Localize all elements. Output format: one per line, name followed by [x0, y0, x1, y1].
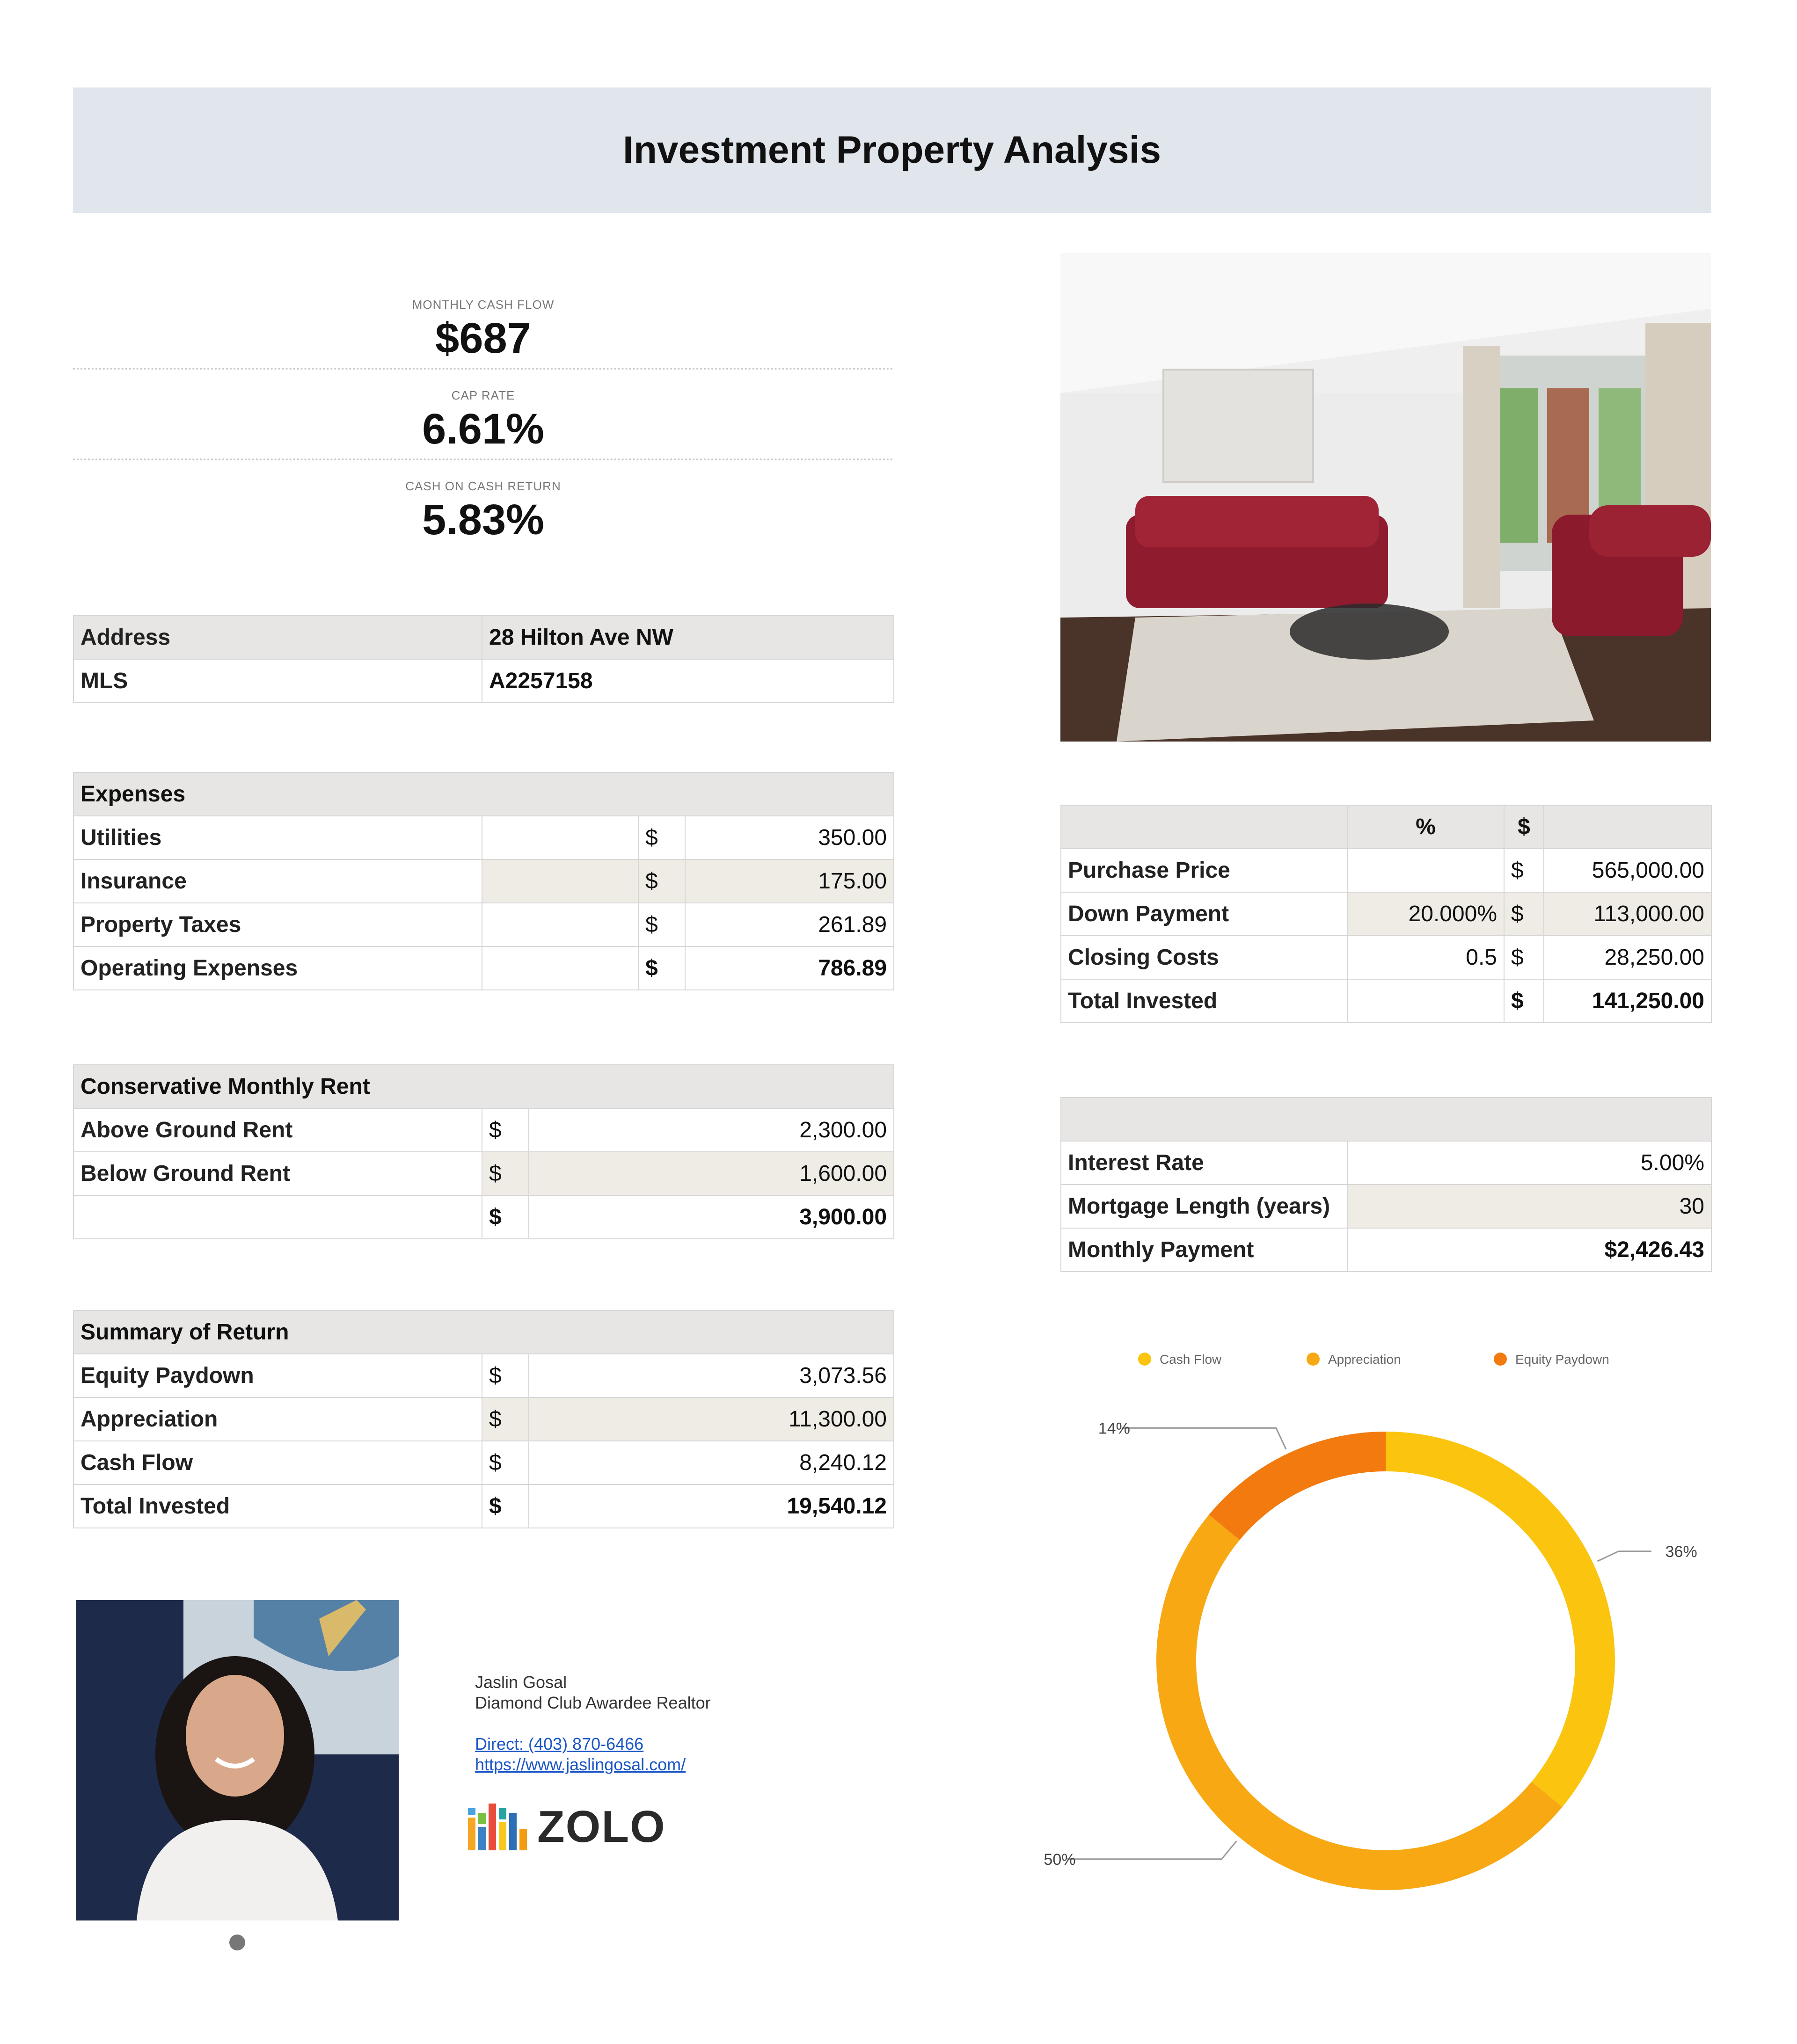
row-label: Below Ground Rent: [73, 1152, 482, 1195]
row-label: Equity Paydown: [73, 1354, 482, 1397]
currency-symbol: $: [638, 859, 685, 903]
table-row: [1061, 1141, 1711, 1185]
table-total-row: [73, 1195, 894, 1239]
row-label: Interest Rate: [1061, 1141, 1347, 1185]
donut-slice: [1156, 1515, 1563, 1890]
donut-chart-svg: [1044, 1333, 1711, 1895]
row-label: [73, 1195, 482, 1239]
kpi-value: $687: [435, 314, 531, 362]
agent-info: [475, 1672, 711, 1775]
slice-label: 36%: [1665, 1542, 1697, 1561]
table-row: [73, 816, 894, 859]
row-label: Total Invested: [1061, 979, 1347, 1023]
row-label: Mortgage Length (years): [1061, 1185, 1347, 1228]
row-label: Appreciation: [73, 1397, 482, 1441]
summary-title: Summary of Return: [73, 1310, 894, 1354]
legend-marker: [1494, 1353, 1507, 1366]
legend-marker: [1138, 1353, 1151, 1366]
row-value: 19,540.12: [529, 1484, 894, 1528]
currency-symbol: $: [1504, 849, 1544, 892]
expenses-table: [73, 772, 894, 990]
table-row: [73, 1152, 894, 1195]
purchase-table: [1060, 805, 1712, 1023]
row-percent: [1347, 979, 1504, 1023]
currency-symbol: $: [1504, 892, 1544, 936]
row-value: 28,250.00: [1544, 936, 1711, 979]
table-row: [73, 1354, 894, 1397]
row-percent: [1347, 849, 1504, 892]
agent-phone-link[interactable]: Direct: (403) 870-6466: [475, 1734, 644, 1753]
address-label: Address: [73, 616, 482, 659]
row-label: Cash Flow: [73, 1441, 482, 1484]
zolo-bars-icon: [468, 1804, 529, 1850]
kpi-value: 6.61%: [422, 405, 544, 453]
empty-cell: [482, 946, 638, 990]
kpi-divider: [73, 458, 893, 460]
kpi-divider: [73, 368, 893, 370]
row-label: Monthly Payment: [1061, 1228, 1347, 1272]
mls-value: A2257158: [482, 659, 894, 703]
table-header-row: [1061, 805, 1711, 849]
kpi-label: MONTHLY CASH FLOW: [412, 298, 555, 312]
row-value: 175.00: [685, 859, 894, 903]
row-value: 113,000.00: [1544, 892, 1711, 936]
kpi-monthly-cash-flow: [73, 298, 893, 363]
currency-symbol: $: [1504, 936, 1544, 979]
table-row: [73, 659, 894, 703]
slice-label: 14%: [1098, 1419, 1130, 1438]
callout-line: [1122, 1428, 1286, 1449]
kpi-cap-rate: [73, 388, 893, 454]
empty-cell: [1061, 805, 1347, 849]
table-header-row: [73, 1310, 894, 1354]
table-total-row: [1061, 979, 1711, 1023]
row-value: $2,426.43: [1347, 1228, 1711, 1272]
table-header-row: [1061, 1098, 1711, 1141]
table-total-row: [1061, 1228, 1711, 1272]
property-table: [73, 615, 894, 703]
address-value: 28 Hilton Ave NW: [482, 616, 894, 659]
carousel-dot[interactable]: [229, 1935, 245, 1950]
table-row: [73, 1441, 894, 1484]
table-row: [73, 859, 894, 903]
currency-symbol: $: [482, 1397, 529, 1441]
kpi-label: CASH ON CASH RETURN: [405, 479, 561, 493]
agent-title: Diamond Club Awardee Realtor: [475, 1693, 711, 1712]
currency-symbol: $: [482, 1441, 529, 1484]
row-label: Purchase Price: [1061, 849, 1347, 892]
row-value: 11,300.00: [529, 1397, 894, 1441]
column-header-dollar: $: [1504, 805, 1544, 849]
kpi-value: 5.83%: [422, 496, 544, 544]
table-row: [73, 1108, 894, 1152]
row-label: Total Invested: [73, 1484, 482, 1528]
currency-symbol: $: [638, 903, 685, 946]
agent-photo: [76, 1600, 399, 1920]
table-row: [73, 616, 894, 659]
row-label: Property Taxes: [73, 903, 482, 946]
property-photo: [1060, 253, 1711, 742]
table-header-row: [73, 772, 894, 816]
mortgage-table: [1060, 1097, 1712, 1272]
table-row: [73, 903, 894, 946]
currency-symbol: $: [638, 946, 685, 990]
column-header-percent: %: [1347, 805, 1504, 849]
row-value: 8,240.12: [529, 1441, 894, 1484]
expenses-title: Expenses: [73, 772, 894, 816]
empty-cell: [482, 816, 638, 859]
rent-table: [73, 1064, 894, 1239]
page-header: [73, 87, 1711, 213]
currency-symbol: $: [482, 1354, 529, 1397]
callout-line: [1597, 1551, 1651, 1561]
table-row: [1061, 1185, 1711, 1228]
currency-symbol: $: [1504, 979, 1544, 1023]
row-value: 3,073.56: [529, 1354, 894, 1397]
slice-label: 50%: [1044, 1850, 1076, 1869]
empty-header: [1061, 1098, 1711, 1141]
currency-symbol: $: [482, 1484, 529, 1528]
row-value: 1,600.00: [529, 1152, 894, 1195]
table-row: [1061, 892, 1711, 936]
legend-label: Cash Flow: [1160, 1352, 1222, 1367]
row-value: 786.89: [685, 946, 894, 990]
row-percent: 0.5: [1347, 936, 1504, 979]
row-label: Insurance: [73, 859, 482, 903]
row-label: Down Payment: [1061, 892, 1347, 936]
row-value: 2,300.00: [529, 1108, 894, 1152]
legend-label: Equity Paydown: [1515, 1352, 1609, 1367]
currency-symbol: $: [638, 816, 685, 859]
agent-website-link[interactable]: https://www.jaslingosal.com/: [475, 1755, 686, 1774]
table-row: [1061, 936, 1711, 979]
callout-line: [1067, 1841, 1236, 1859]
currency-symbol: $: [482, 1108, 529, 1152]
agent-portrait-image: [76, 1600, 399, 1920]
mls-label: MLS: [73, 659, 482, 703]
spacer: [475, 1713, 711, 1734]
donut-slice: [1386, 1432, 1615, 1807]
row-label: Above Ground Rent: [73, 1108, 482, 1152]
legend-marker: [1307, 1353, 1320, 1366]
kpi-label: CAP RATE: [451, 388, 515, 402]
row-value: 141,250.00: [1544, 979, 1711, 1023]
currency-symbol: $: [482, 1152, 529, 1195]
legend-label: Appreciation: [1328, 1352, 1401, 1367]
table-total-row: [73, 1484, 894, 1528]
empty-cell: [1544, 805, 1711, 849]
summary-table: [73, 1310, 894, 1528]
zolo-logo: [468, 1801, 666, 1853]
row-value: 350.00: [685, 816, 894, 859]
return-breakdown-chart: [1044, 1333, 1711, 1895]
donut-slice: [1209, 1432, 1386, 1540]
table-total-row: [73, 946, 894, 990]
empty-cell: [482, 903, 638, 946]
table-header-row: [73, 1065, 894, 1108]
table-row: [73, 1397, 894, 1441]
row-label: Utilities: [73, 816, 482, 859]
table-row: [1061, 849, 1711, 892]
row-label: Closing Costs: [1061, 936, 1347, 979]
currency-symbol: $: [482, 1195, 529, 1239]
empty-cell: [482, 859, 638, 903]
page-title: Investment Property Analysis: [623, 129, 1161, 171]
row-value: 30: [1347, 1185, 1711, 1228]
row-value: 5.00%: [1347, 1141, 1711, 1185]
row-percent: 20.000%: [1347, 892, 1504, 936]
row-label: Operating Expenses: [73, 946, 482, 990]
row-value: 3,900.00: [529, 1195, 894, 1239]
zolo-wordmark: ZOLO: [537, 1802, 666, 1852]
living-room-image: [1060, 253, 1711, 742]
kpi-cash-on-cash: [73, 479, 893, 545]
rent-title: Conservative Monthly Rent: [73, 1065, 894, 1108]
row-value: 565,000.00: [1544, 849, 1711, 892]
row-value: 261.89: [685, 903, 894, 946]
agent-name: Jaslin Gosal: [475, 1673, 567, 1692]
